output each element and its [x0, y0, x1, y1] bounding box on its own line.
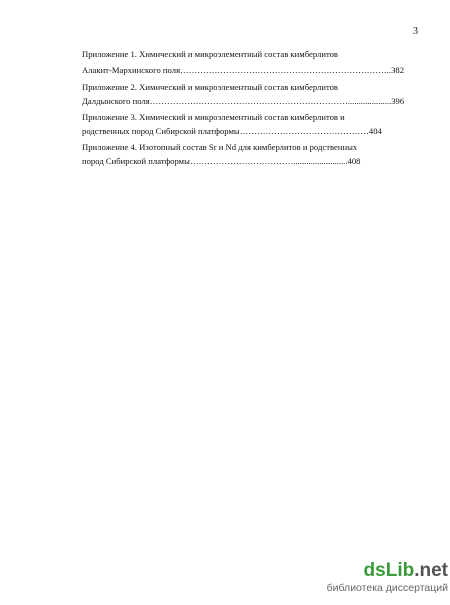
toc-entry-4-line-2: пород Сибирской платформы……………………………….........................408	[82, 156, 361, 166]
watermark-subtitle: библиотека диссертаций	[326, 582, 448, 594]
toc-entry-4-line-1: Приложение 4. Изотопный состав Sr и Nd для кимберлитов и родственных	[82, 142, 358, 152]
watermark-logo-part2: .net	[414, 560, 448, 581]
toc-entry-2-line-1: Приложение 2. Химический и микроэлементный состав кимберлитов	[82, 82, 339, 92]
watermark-logo	[348, 560, 448, 582]
toc-entry-2-line-2: Далдынского поля……………………………………………………………....................396	[82, 96, 405, 106]
toc-entry-1-line-1: Приложение 1. Химический и микроэлементный состав кимберлитов	[82, 49, 339, 59]
watermark	[326, 560, 448, 600]
watermark-logo-part1: dsLib	[363, 560, 415, 581]
toc-entry-3-line-2: родственных пород Сибирской платформы………………………………………404	[82, 126, 382, 136]
toc-entry-1-line-2: Алакит-Мархинского поля………………………………………………………………..382	[82, 65, 405, 75]
page-number: 3	[413, 26, 418, 37]
toc-entry-3-line-1: Приложение 3. Химический и микроэлементный состав кимберлитов и	[82, 112, 345, 122]
